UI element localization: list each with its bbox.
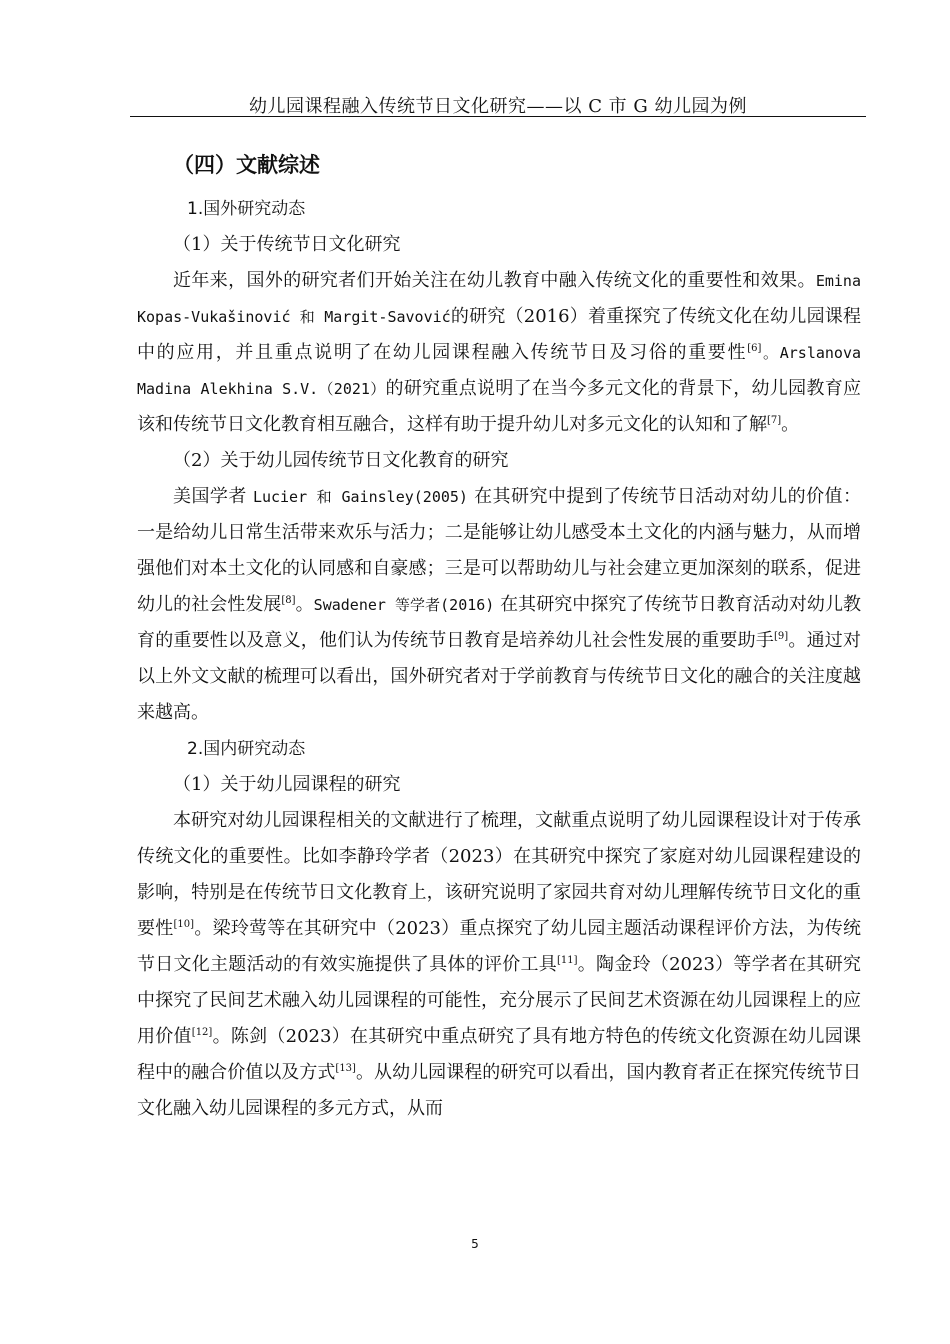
citation-marker: [13]	[335, 1063, 356, 1074]
heading-foreign-research: 1.国外研究动态	[187, 199, 306, 219]
text-run: 。陈剑（2023）在其研究中重点研究了具有地方特色的传统文化资源在幼儿园课程中的融合价值以及方式	[137, 1026, 862, 1083]
header-divider	[130, 116, 866, 117]
citation-marker: [12]	[191, 1027, 213, 1038]
author-names: Emina Kopas-Vukašinović 和 Margit-Savović	[137, 272, 861, 326]
text-run: 美国学者	[173, 486, 253, 507]
text-run: 在其研究中提到了传统节日活动对幼儿的价值：一是给幼儿日常生活带来欢乐与活力；二是能够让幼儿感受本土文化的内涵与魅力，从而增强他们对本土文化的认同感和自豪感；三是可以帮助幼儿与社会建立更加深刻的联系，促进幼儿的社会性发展	[137, 486, 861, 615]
paragraph-domestic-curriculum	[137, 803, 861, 1127]
text-run: 的研究重点说明了在当今多元文化的背景下，幼儿园教育应该和传统节日文化教育相互融合，这样有助于提升幼儿对多元文化的认知和了解	[137, 378, 861, 435]
author-names: Swadener 等学者(2016)	[313, 596, 495, 614]
text-run: 近年来，国外的研究者们开始关注在幼儿教育中融入传统文化的重要性和效果。	[173, 270, 816, 291]
text-run: 的研究（2016）着重探究了传统文化在幼儿园课程中的应用，并且重点说明了在幼儿园课程融入传统节日及习俗的重要性	[137, 306, 862, 363]
heading-traditional-festival-research: （1）关于传统节日文化研究	[173, 234, 401, 255]
running-header: 幼儿园课程融入传统节日文化研究——以 C 市 G 幼儿园为例	[248, 96, 748, 117]
text-run: 在其研究中探究了传统节日教育活动对幼儿教育的重要性以及意义，他们认为传统节日教育是培养幼儿社会性发展的重要助手	[137, 594, 862, 651]
heading-domestic-research: 2.国内研究动态	[187, 739, 306, 759]
heading-kindergarten-festival-education: （2）关于幼儿园传统节日文化教育的研究	[173, 450, 509, 471]
citation-marker: [11]	[557, 955, 578, 966]
text-run: 。从幼儿园课程的研究可以看出，国内教育者正在探究传统节日文化融入幼儿园课程的多元方式，从而	[137, 1062, 862, 1119]
text-run: 本研究对幼儿园课程相关的文献进行了梳理，文献重点说明了幼儿园课程设计对于传承传统文化的重要性。比如李静玲学者（2023）在其研究中探究了家庭对幼儿园课程建设的影响，特别是在传统节日文化教育上，该研究说明了家园共育对幼儿理解传统节日文化的重要性	[137, 810, 861, 939]
page-number: 5	[471, 1237, 479, 1251]
text-run: 。梁玲莺等在其研究中（2023）重点探究了幼儿园主题活动课程评价方法，为传统节日文化主题活动的有效实施提供了具体的评价工具	[137, 918, 862, 975]
citation-marker: [10]	[173, 919, 195, 930]
text-run: 。通过对以上外文文献的梳理可以看出，国外研究者对于学前教育与传统节日文化的融合的关注度越来越高。	[137, 630, 862, 723]
section-title: （四）文献综述	[173, 153, 320, 177]
text-run: 。陶金玲（2023）等学者在其研究中探究了民间艺术融入幼儿园课程的可能性，充分展示了民间艺术资源在幼儿园课程上的应用价值	[137, 954, 861, 1047]
citation-marker: [7]	[767, 415, 782, 426]
citation-marker: [8]	[281, 595, 296, 606]
page-body	[137, 145, 861, 1127]
text-run: 。	[781, 414, 800, 435]
citation-marker: [9]	[774, 631, 789, 642]
paragraph-foreign-festival-culture	[137, 263, 861, 443]
author-names: Lucier 和 Gainsley(2005)	[252, 488, 468, 506]
citation-marker: [6]	[747, 343, 762, 354]
heading-kindergarten-curriculum-research: （1）关于幼儿园课程的研究	[173, 774, 401, 795]
author-names: 。Arslanova Madina Alekhina S.V.（2021）	[137, 344, 862, 398]
text-run: 。	[295, 594, 314, 615]
paragraph-foreign-festival-education	[137, 479, 861, 731]
